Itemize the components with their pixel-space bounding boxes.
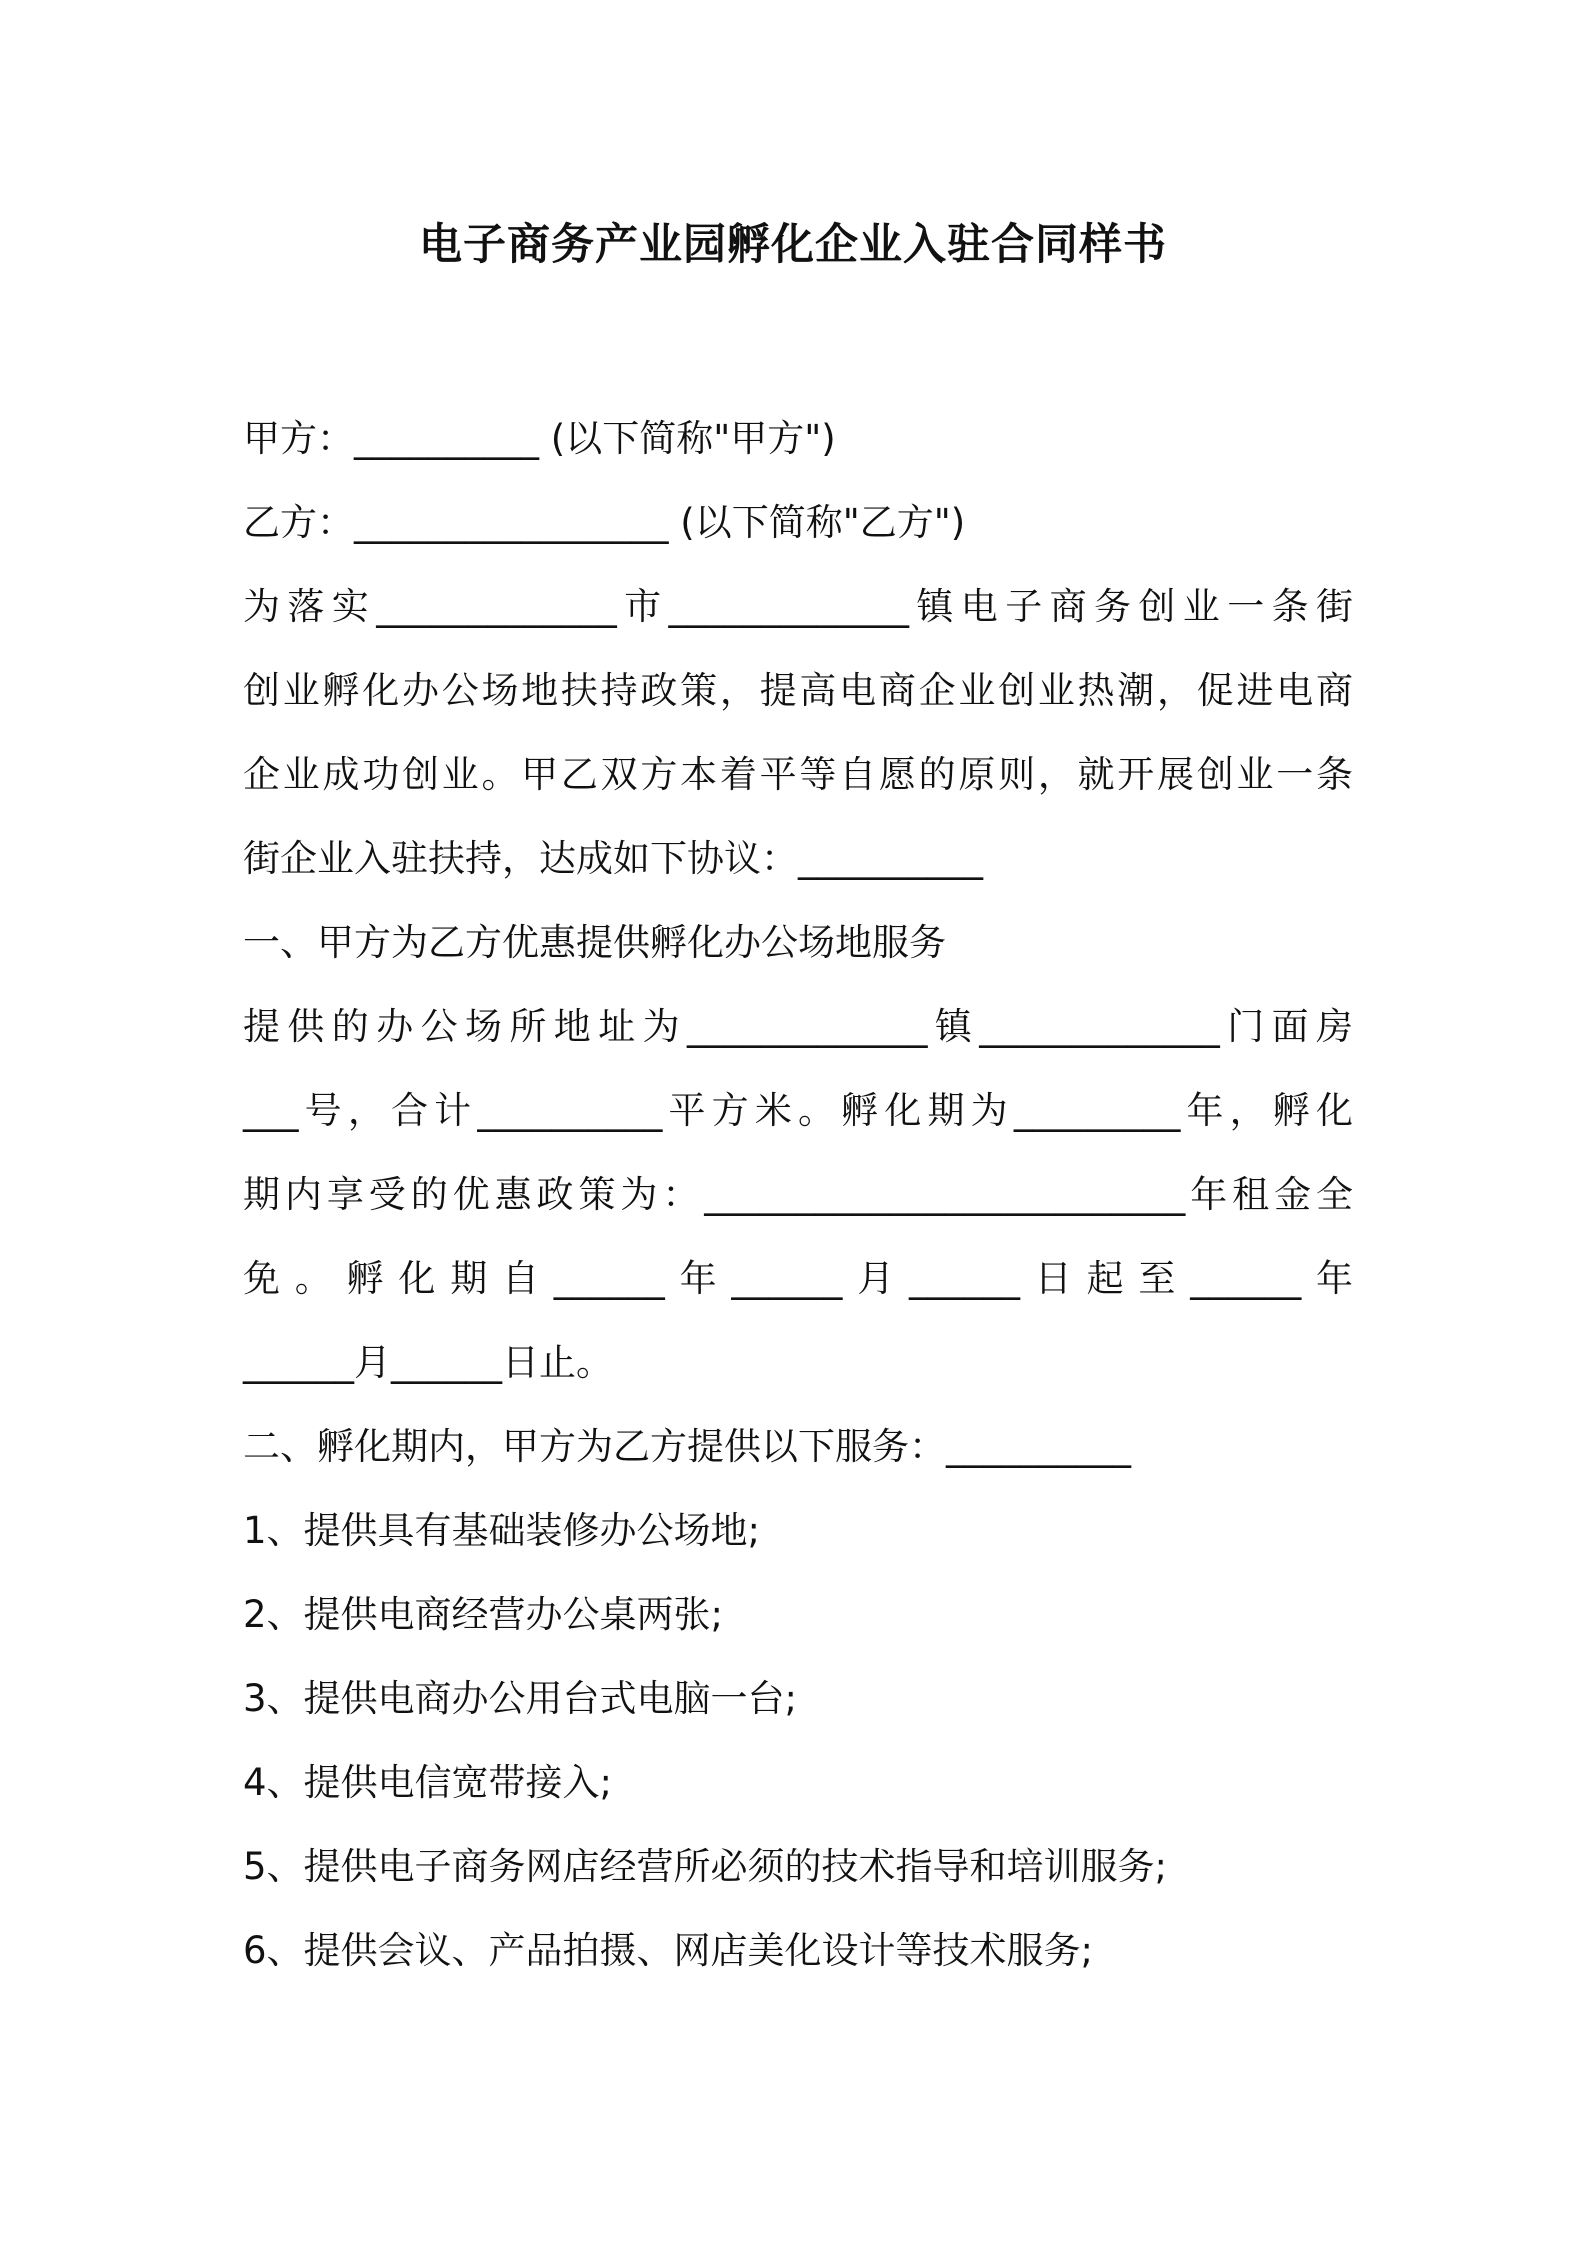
section-1-line-1: 提供的办公场所地址为_____________镇_____________门面房	[243, 1005, 1353, 1048]
preamble-line-3: 企业成功创业。甲乙双方本着平等自愿的原则，就开展创业一条	[243, 753, 1353, 796]
party-a-line: 甲方：__________ (以下简称"甲方")	[243, 417, 836, 460]
service-item-3: 3、提供电商办公用台式电脑一台;	[243, 1677, 798, 1720]
document-title: 电子商务产业园孵化企业入驻合同样书	[419, 220, 1167, 270]
section-1-line-4: 免。孵化期自______年______月______日起至______年	[243, 1257, 1353, 1300]
preamble-line-2: 创业孵化办公场地扶持政策，提高电商企业创业热潮，促进电商	[243, 669, 1353, 712]
service-item-1: 1、提供具有基础装修办公场地;	[243, 1509, 761, 1552]
service-item-6: 6、提供会议、产品拍摄、网店美化设计等技术服务;	[243, 1929, 1094, 1972]
service-item-2: 2、提供电商经营办公桌两张;	[243, 1593, 724, 1636]
service-item-5: 5、提供电子商务网店经营所必须的技术指导和培训服务;	[243, 1845, 1168, 1888]
preamble-line-4: 街企业入驻扶持，达成如下协议：__________	[243, 837, 983, 880]
section-1-line-5: ______月______日止。	[243, 1341, 613, 1384]
service-item-4: 4、提供电信宽带接入;	[243, 1761, 613, 1804]
section-1-line-2: ___号，合计__________平方米。孵化期为_________年，孵化	[243, 1089, 1353, 1132]
section-1-heading: 一、甲方为乙方优惠提供孵化办公场地服务	[243, 921, 946, 964]
preamble-line-1: 为落实_____________市_____________镇电子商务创业一条街	[243, 585, 1353, 628]
section-1-line-3: 期内享受的优惠政策为：__________________________年租金全	[243, 1173, 1353, 1216]
section-2-heading: 二、孵化期内，甲方为乙方提供以下服务：__________	[243, 1425, 1131, 1468]
party-b-line: 乙方：_________________ (以下简称"乙方")	[243, 501, 966, 544]
